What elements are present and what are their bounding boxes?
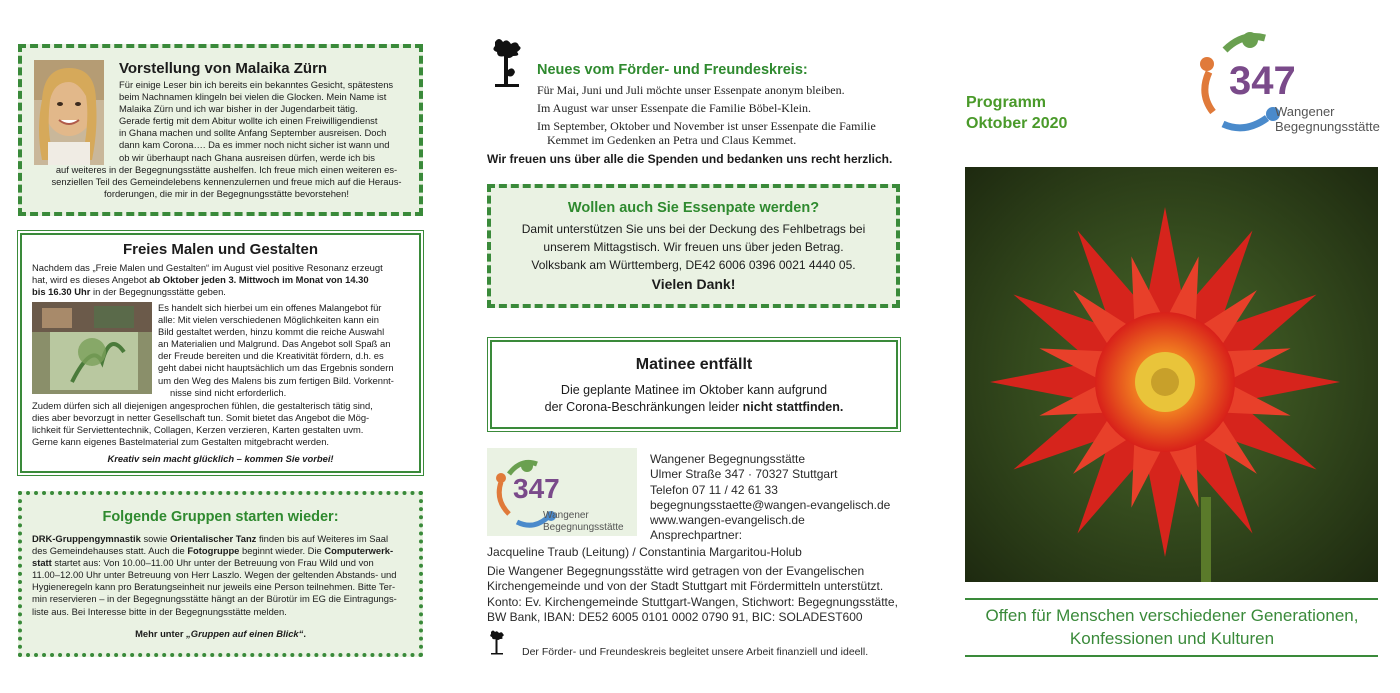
text-line: Es handelt sich hierbei um ein offenes Malangebot für [158, 302, 382, 313]
text-span: des Gemeindehauses statt. Auch die [32, 545, 188, 557]
logo-number: 347 [513, 473, 560, 504]
malen-closing: Kreativ sein macht glücklich – kommen Sie vorbei! [107, 453, 334, 464]
email-link[interactable]: begegnungsstaette@wangen-evangelisch.de [650, 497, 891, 512]
text-span: finden bis auf Weiteres im Saal [256, 533, 389, 544]
text-line: Die Wangener Begegnungsstätte wird getragen von der Evangelischen [487, 564, 865, 578]
malen-intro [32, 262, 412, 298]
text-line: Gerne kann eigenes Bastelmaterial zum Gestalten mitgebracht werden. [32, 436, 330, 448]
text-line: an Materialien und Malgrund. Das Angebot soll Spaß an [158, 338, 391, 350]
date-highlight: ab Oktober jeden 3. Mittwoch im Monat von 14.30 [149, 274, 369, 286]
text-line: Bild gestaltet werden, hinzu kommt die reiche Auswahl [158, 326, 385, 338]
tagline-divider-top [965, 598, 1378, 600]
text-line: um den Weg des Malens bis zum fertigen Bild. Vorkennt- [158, 374, 394, 386]
essenpate-thanks: Vielen Dank! [651, 276, 736, 292]
group-name: DRK-Gruppengymnastik [32, 533, 141, 544]
logo-text-2: Begegnungsstätte [1275, 119, 1380, 134]
text-line: Zudem dürfen sich all diejenigen angesprochen fühlen, die gestalterisch tätig sind, [32, 400, 373, 411]
tagline-line-2: Konfessionen und Kulturen [1069, 629, 1275, 648]
text-line [32, 557, 417, 569]
text-span: Mehr unter [135, 628, 187, 639]
intro-box [18, 44, 423, 216]
text-span: startet aus: Von 10.00–11.00 Uhr unter der Betreuung von Frau Wild und von [51, 557, 374, 569]
essenpate-text [491, 220, 896, 274]
dahlia-photo [965, 167, 1378, 582]
photo-malaika [34, 60, 104, 165]
foerder-note: Der Förder- und Freundeskreis begleitet unsere Arbeit finanziell und ideell. [522, 646, 869, 658]
malen-side-text [158, 302, 418, 399]
matinee-box [490, 340, 898, 429]
text-line: Kirchengemeinde und von der Stadt Stuttgart mit Fördermitteln unterstützt. [487, 579, 884, 594]
tagline-divider-bottom [965, 655, 1378, 657]
painting-image [32, 302, 152, 394]
time-highlight: bis 16.30 Uhr [32, 286, 91, 298]
gruppen-box [18, 491, 423, 657]
text-line: Konto: Ev. Kirchengemeinde Stuttgart-Wangen, Stichwort: Begegnungsstätte, [487, 594, 898, 609]
text-line: Nachdem das „Freie Malen und Gestalten“ im August viel positive Resonanz erzeugt [32, 262, 383, 273]
text-line: beim Nachnamen klingeln bei vielen die Glocken. Mein Name ist [119, 91, 387, 103]
gruppen-text [32, 533, 417, 618]
contact-persons: Jacqueline Traub (Leitung) / Constantinia Margaritou-Holub [487, 545, 802, 559]
group-name: Computerwerk- [324, 545, 394, 557]
malen-box [20, 233, 421, 473]
gruppen-title: Folgende Gruppen starten wieder: [102, 509, 339, 525]
intro-title: Vorstellung von Malaika Zürn [119, 60, 328, 77]
text-line: alle: Mit vielen verschiedenen Möglichkeiten kann ein [158, 314, 379, 326]
text-line: 11.00–12.00 Uhr unter Betreuung von Herr Laszlo. Wegen der geltenden Abstands- und [32, 569, 397, 581]
group-name: statt [32, 557, 52, 569]
text-line [492, 399, 896, 416]
text-line: Damit unterstützen Sie uns bei der Deckung des Fehlbetrags bei [521, 222, 866, 236]
org-name: Wangener Begegnungsstätte [650, 452, 805, 466]
essenpate-box [487, 184, 900, 308]
contact-footer [487, 564, 907, 625]
group-name: Fotogruppe [187, 545, 240, 557]
intro-body-top [119, 79, 419, 164]
text-line: Gerade fertig mit dem Abitur wollte ich einen Freiwilligendienst [119, 115, 378, 127]
text-line [32, 274, 412, 286]
portrait-image [34, 60, 104, 165]
logo-text-1: Wangener [1275, 104, 1335, 119]
text-span: hat, wird es dieses Angebot [32, 274, 150, 286]
matinee-text [492, 382, 896, 416]
logo-347-small [487, 448, 637, 536]
text-line: der Freude bereiten und die Kreativität fördern, d.h. es [158, 350, 384, 362]
text-line: Die geplante Matinee im Oktober kann aufgrund [560, 383, 828, 397]
malen-rest [32, 400, 417, 448]
gruppen-more [22, 628, 419, 640]
program-title [966, 92, 1067, 134]
text-line [32, 545, 417, 557]
text-line: Für Mai, Juni und Juli möchte unser Essenpate anonym bleiben. [537, 83, 845, 97]
contact-persons-label: Ansprechpartner: [650, 528, 743, 543]
text-line: min reservieren – in der Begegnungsstätte hängt an der Bürotür im EG die Eintragungs- [32, 593, 397, 605]
text-line: Kemmet im Gedenken an Petra und Claus Kemmet. [547, 133, 797, 147]
phone-number: Telefon 07 11 / 42 61 33 [650, 482, 778, 497]
text-line: Malaika Zürn und ich war bisher in der Jugendarbeit tätig. [119, 103, 358, 115]
tagline [963, 604, 1381, 650]
malen-photo [32, 302, 152, 394]
text-line: dann kam Corona…. Da es immer noch nicht sicher ist wann und [119, 139, 390, 151]
text-line: liste aus. Bei Interesse bitte in der Begegnungsstätte melden. [32, 605, 287, 617]
street-address: Ulmer Straße 347 · 70327 Stuttgart [650, 467, 838, 482]
group-name: Orientalischer Tanz [170, 533, 257, 544]
logo-line-2: Begegnungsstätte [543, 522, 624, 533]
text-line [32, 533, 417, 545]
text-line: Volksbank am Württemberg, DE42 6006 0396 0021 4440 05. [531, 258, 856, 272]
text-line: forderungen, die mir in der Begegnungsstätte bevorstehen! [104, 188, 349, 200]
foerder-thanks: Wir freuen uns über alle die Spenden und bedanken uns recht herzlich. [487, 152, 893, 166]
cancel-notice: nicht stattfinden. [742, 400, 844, 414]
tagline-line-1: Offen für Menschen verschiedener Generationen, [985, 606, 1359, 625]
header-logo [1195, 30, 1385, 140]
text-span: beginnt wieder. Die [239, 545, 325, 557]
text-span: . [303, 628, 306, 639]
text-line: nisse sind nicht erforderlich. [170, 386, 287, 398]
contact-logo-panel [487, 448, 637, 536]
intro-body-bottom [34, 164, 419, 200]
text-span: in der Begegnungsstätte geben. [90, 286, 226, 298]
text-span: sowie [140, 533, 171, 544]
logo-number-large: 347 [1229, 59, 1296, 103]
text-line: Im September, Oktober und November ist unser Essenpate die Familie [537, 119, 876, 133]
program-line-2: Oktober 2020 [966, 115, 1068, 132]
logo-line-1: Wangener [543, 510, 589, 521]
text-span: der Corona-Beschränkungen leider [544, 400, 743, 414]
malen-title: Freies Malen und Gestalten [122, 241, 319, 258]
tree-icon [487, 36, 527, 92]
overview-link: „Gruppen auf einen Blick“ [186, 628, 304, 639]
foerder-title: Neues vom Förder- und Freundeskreis: [537, 62, 808, 78]
text-line: Für einige Leser bin ich bereits ein bekanntes Gesicht, spätestens [119, 79, 394, 90]
text-line [32, 286, 412, 298]
matinee-title: Matinee entfällt [635, 356, 753, 373]
foerder-lines [537, 81, 917, 147]
text-line: unserem Mittagstisch. Wir freuen uns über jeden Betrag. [543, 240, 844, 254]
essenpate-title: Wollen auch Sie Essenpate werden? [567, 200, 820, 216]
text-line: lichkeit für Serviettentechnik, Collagen, Kerzen verzieren, Karten gestalten uvm. [32, 424, 364, 436]
text-line: Im August war unser Essenpate die Familie Böbel-Klein. [537, 101, 811, 115]
text-line: Hygieneregeln kann pro Beratungseinheit nur jeweils eine Person teilnehmen. Bitte Ter- [32, 581, 396, 593]
text-line: ob wir überhaupt nach Ghana ausreisen dürfen, werde ich bis [119, 151, 375, 163]
text-line: dies aber bevorzugt in netter Gesellschaft tun. Somit bietet das Angebot die Mög- [32, 412, 370, 424]
text-line: in Ghana machen und sollte Anfang September ausreisen. Doch [119, 127, 387, 139]
text-line: geht dabei nicht hauptsächlich um das Ergebnis sondern [158, 362, 394, 374]
tree-icon-small [487, 628, 507, 658]
contact-address [650, 452, 910, 544]
website-link[interactable]: www.wangen-evangelisch.de [650, 513, 805, 528]
program-line-1: Programm [966, 94, 1047, 111]
text-line: auf weiteres in der Begegnungsstätte aushelfen. Ich freue mich einen weiteren es- [55, 164, 398, 175]
text-line: BW Bank, IBAN: DE52 6005 0101 0002 0790 91, BIC: SOLADEST600 [487, 609, 863, 624]
text-line: senziellen Teil des Gemeindelebens kennenzulernen und freue mich auf die Heraus- [51, 176, 402, 188]
